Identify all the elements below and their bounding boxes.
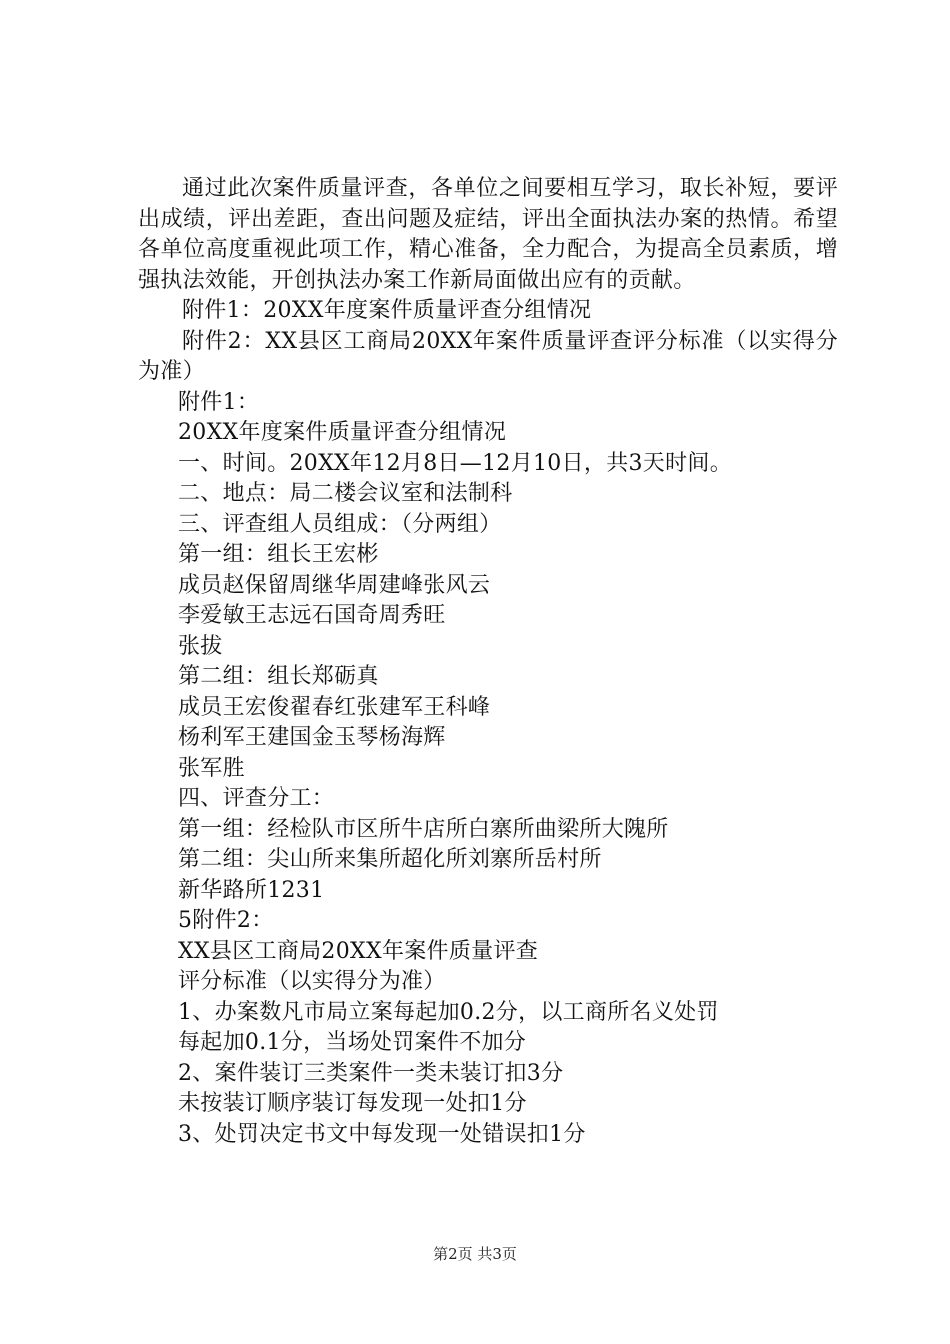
body-paragraph: 通过此次案件质量评查，各单位之间要相互学习，取长补短，要评出成绩，评出差距，查出问题及症结，评出全面执法办案的热情。希望各单位高度重视此项工作，精心准备，全力配合，为提高全员素质，增强执法效能，开创执法办案工作新局面做出应有的贡献。 xyxy=(138,176,838,293)
scoring-item-1: 1、办案数凡市局立案每起加0.2分，以工商所名义处罚 xyxy=(178,999,719,1025)
group-2-members-cont: 张军胜 xyxy=(178,755,245,781)
group-2-assignment-cont: 新华路所1231 xyxy=(178,877,325,903)
group-1-assignment: 第一组：经检队市区所牛店所白寨所曲梁所大隗所 xyxy=(178,816,669,842)
attachment-1-heading: 附件1： xyxy=(178,389,260,415)
team-composition-heading: 三、评查组人员组成：（分两组） xyxy=(178,511,502,537)
scoring-item-2: 2、案件装订三类案件一类未装订扣3分 xyxy=(178,1060,564,1086)
scoring-item-1-cont: 每起加0.1分，当场处罚案件不加分 xyxy=(178,1030,527,1055)
scoring-item-3: 3、处罚决定书文中每发现一处错误扣1分 xyxy=(178,1121,586,1147)
schedule-time: 一、时间。20XX年12月8日—12月10日，共3天时间。 xyxy=(178,450,732,476)
group-2-members-cont: 杨利军王建国金玉琴杨海辉 xyxy=(178,725,446,750)
group-1-members: 成员赵保留周继华周建峰张风云 xyxy=(178,572,491,598)
attachment-1-reference: 附件1：20XX年度案件质量评查分组情况 xyxy=(182,298,592,323)
document-body xyxy=(138,174,838,1150)
division-heading: 四、评查分工： xyxy=(178,786,335,811)
schedule-location: 二、地点：局二楼会议室和法制科 xyxy=(178,481,513,506)
group-1-leader: 第一组：组长王宏彬 xyxy=(178,542,379,567)
group-2-members: 成员王宏俊翟春红张建军王科峰 xyxy=(178,694,491,720)
attachment-2-title: XX县区工商局20XX年案件质量评查 xyxy=(178,938,539,964)
page-number-footer: 第2页 共3页 xyxy=(433,1245,517,1263)
group-1-members-cont: 张拔 xyxy=(178,633,223,659)
attachment-2-heading: 5附件2： xyxy=(178,908,274,933)
scoring-item-2-cont: 未按装订顺序装订每发现一处扣1分 xyxy=(178,1091,527,1116)
group-2-assignment: 第二组：尖山所来集所超化所刘寨所岳村所 xyxy=(178,847,602,872)
attachment-2-reference: 附件2：XX县区工商局20XX年案件质量评查评分标准（以实得分为准） xyxy=(138,328,838,384)
attachment-1-title: 20XX年度案件质量评查分组情况 xyxy=(178,420,507,445)
group-1-members-cont: 李爱敏王志远石国奇周秀旺 xyxy=(178,603,446,628)
attachment-2-subtitle: 评分标准（以实得分为准） xyxy=(178,969,446,994)
group-2-leader: 第二组：组长郑砺真 xyxy=(178,664,379,689)
